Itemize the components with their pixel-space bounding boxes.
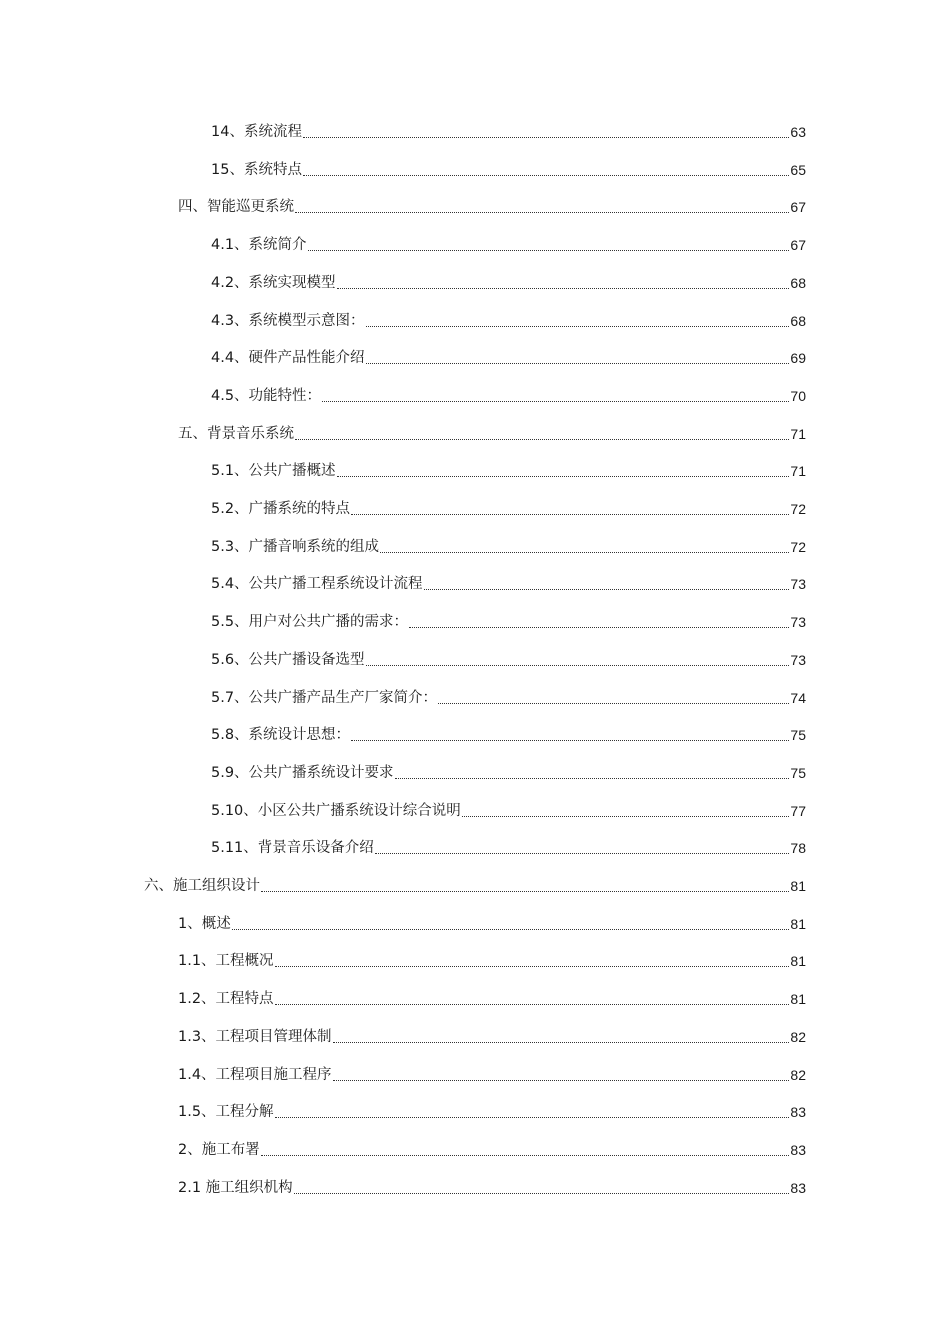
toc-entry-title: 1.1、工程概况 [178,953,274,970]
toc-entry-page-number: 83 [790,1141,806,1158]
toc-entry-title: 五、背景音乐系统 [178,425,294,442]
toc-entry-title: 4.2、系统实现模型 [211,274,336,291]
toc-dot-leader [303,136,789,138]
toc-entry-page-number: 65 [790,161,806,178]
toc-dot-leader [366,362,790,364]
toc-dot-leader [303,174,789,176]
toc-entry-page-number: 71 [790,463,806,480]
toc-entry[interactable] [211,344,806,372]
toc-entry[interactable] [178,1136,806,1164]
toc-entry-title: 六、施工组织设计 [144,878,260,894]
toc-entry-title: 5.2、广播系统的特点 [211,501,351,517]
toc-entry-title: 4.3、系统模型示意图： [211,312,365,329]
toc-dot-leader [275,965,790,967]
toc-entry[interactable] [178,985,806,1013]
toc-entry[interactable] [211,457,806,485]
toc-entry-page-number: 70 [790,387,806,404]
toc-entry[interactable] [211,118,806,146]
toc-entry-page-number: 73 [790,614,806,631]
toc-entry[interactable] [211,231,806,259]
toc-dot-leader [333,1079,790,1081]
toc-entry-title: 2、施工布署 [178,1141,260,1158]
toc-entry[interactable] [211,269,806,297]
toc-entry-title: 四、智能巡更系统 [178,199,294,216]
toc-entry-title: 5.5、用户对公共广播的需求： [211,614,409,631]
toc-entry-title: 4.4、硬件产品性能介绍 [211,350,365,367]
toc-entry-title: 5.11、背景音乐设备介绍 [211,840,374,857]
toc-entry-title: 14、系统流程 [211,124,302,140]
toc-entry-page-number: 73 [790,576,806,593]
toc-entry-title: 4.1、系统简介 [211,237,307,254]
toc-entry-page-number: 69 [790,350,806,367]
toc-entry[interactable] [211,570,806,598]
toc-dot-leader [380,551,789,553]
toc-dot-leader [337,475,790,477]
toc-dot-leader [366,664,790,666]
toc-dot-leader [351,739,789,741]
toc-entry[interactable] [178,420,806,448]
toc-entry-page-number: 73 [790,651,806,668]
toc-entry[interactable] [178,1098,806,1126]
toc-entry-title: 15、系统特点 [211,161,302,178]
toc-entry[interactable] [211,495,806,523]
toc-entry-page-number: 67 [790,237,806,254]
toc-dot-leader [232,928,790,930]
toc-entry[interactable] [211,307,806,335]
toc-dot-leader [395,777,790,779]
toc-entry-page-number: 75 [790,727,806,744]
toc-entry-title: 1、概述 [178,915,231,932]
toc-entry-page-number: 71 [790,425,806,442]
toc-entry[interactable] [211,797,806,825]
toc-entry-page-number: 81 [790,878,806,894]
toc-entry-title: 5.1、公共广播概述 [211,463,336,480]
toc-entry[interactable] [211,646,806,674]
toc-entry-page-number: 78 [790,840,806,857]
toc-entry-title: 1.5、工程分解 [178,1104,274,1121]
toc-entry-title: 1.2、工程特点 [178,991,274,1008]
toc-dot-leader [295,438,789,440]
toc-dot-leader [337,287,790,289]
toc-entry-page-number: 83 [790,1179,806,1196]
toc-entry[interactable] [211,382,806,410]
toc-dot-leader [275,1116,790,1118]
toc-entry-title: 5.3、广播音响系统的组成 [211,538,380,555]
toc-entry-page-number: 63 [790,124,806,140]
toc-entry-title: 5.6、公共广播设备选型 [211,651,365,668]
toc-entry-title: 1.3、工程项目管理体制 [178,1028,332,1045]
toc-entry-page-number: 67 [790,199,806,216]
toc-dot-leader [295,211,789,213]
toc-entry[interactable] [211,759,806,787]
toc-entry[interactable] [211,156,806,184]
toc-entry[interactable] [211,608,806,636]
toc-dot-leader [294,1192,790,1194]
toc-dot-leader [409,626,789,628]
toc-entry[interactable] [211,533,806,561]
toc-entry-page-number: 68 [790,274,806,291]
toc-dot-leader [375,852,790,854]
toc-entry-title: 2.1 施工组织机构 [178,1179,293,1196]
toc-entry-page-number: 77 [790,802,806,819]
toc-entry-title: 5.8、系统设计思想： [211,727,351,744]
toc-dot-leader [351,513,789,515]
toc-dot-leader [462,815,790,817]
toc-entry-page-number: 83 [790,1104,806,1121]
toc-entry-title: 5.9、公共广播系统设计要求 [211,764,394,781]
toc-dot-leader [261,1154,790,1156]
toc-entry[interactable] [144,872,806,900]
toc-dot-leader [322,400,789,402]
toc-entry[interactable] [178,947,806,975]
toc-entry[interactable] [178,1023,806,1051]
toc-dot-leader [366,325,790,327]
toc-entry[interactable] [211,721,806,749]
toc-entry[interactable] [211,834,806,862]
toc-entry-page-number: 75 [790,764,806,781]
toc-entry[interactable] [178,910,806,938]
toc-entry-page-number: 82 [790,1028,806,1045]
toc-entry-page-number: 81 [790,915,806,932]
toc-entry-page-number: 81 [790,953,806,970]
toc-entry[interactable] [211,684,806,712]
toc-entry[interactable] [178,1174,806,1202]
toc-dot-leader [261,890,789,892]
toc-entry-page-number: 68 [790,312,806,329]
toc-entry-page-number: 82 [790,1066,806,1083]
toc-entry-page-number: 74 [790,689,806,706]
toc-dot-leader [438,702,789,704]
toc-entry-page-number: 81 [790,991,806,1008]
toc-entry-title: 5.10、小区公共广播系统设计综合说明 [211,802,461,819]
toc-entry[interactable] [178,1061,806,1089]
toc-dot-leader [424,588,790,590]
toc-entry-page-number: 72 [790,538,806,555]
toc-entry-title: 1.4、工程项目施工程序 [178,1066,332,1083]
toc-entry-page-number: 72 [790,501,806,517]
toc-dot-leader [333,1041,790,1043]
toc-entry-title: 4.5、功能特性： [211,387,322,404]
toc-dot-leader [308,249,790,251]
toc-entry[interactable] [178,193,806,221]
toc-dot-leader [275,1003,790,1005]
toc-entry-title: 5.4、公共广播工程系统设计流程 [211,576,423,593]
toc-entry-title: 5.7、公共广播产品生产厂家简介： [211,689,438,706]
